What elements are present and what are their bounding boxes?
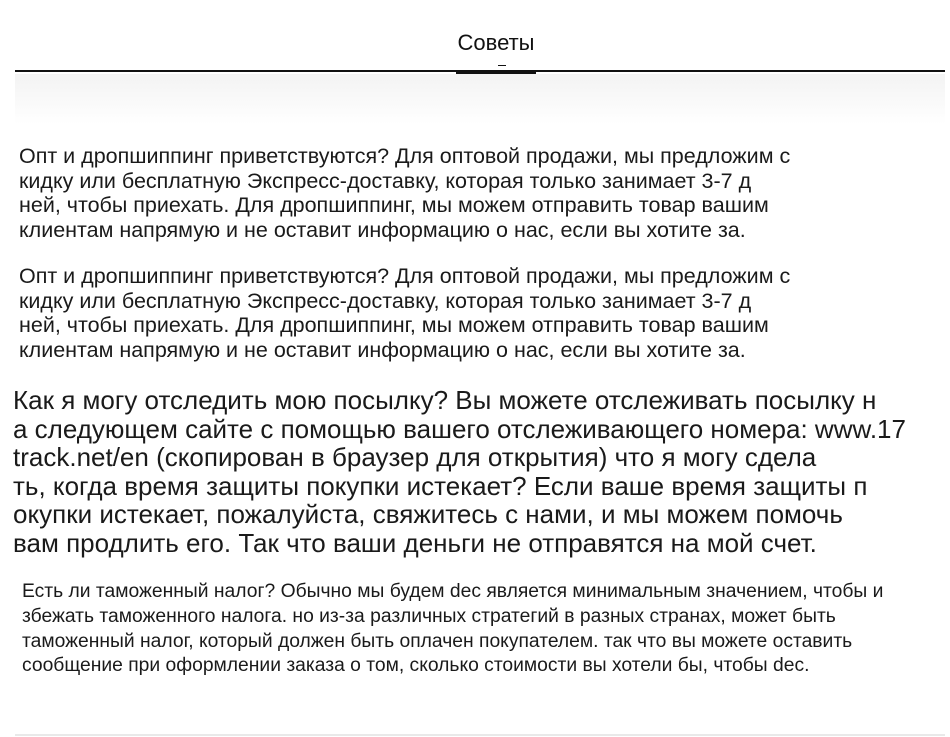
tab-indicator-mark: [498, 65, 506, 66]
tab-bar: [15, 0, 945, 72]
content-top-shade: [15, 74, 945, 124]
faq-tracking: Как я могу отследить мою посылку? Вы можете отслеживать посылку н а следующем сайте с помощью вашего отслеживающего номера: www.17 track.net/en (скопирован в браузер для открытия) что я могу сдела ть, когда время защиты покупки истекает? Если ваше время защиты п окупки истекает, пожалуйста, свяжитесь с нами, и мы можем помочь вам продлить его. Так что ваши деньги не отправятся на мой счет.: [13, 385, 906, 558]
tab-tips-label: Советы: [457, 30, 535, 55]
tab-tips[interactable]: [441, 0, 551, 72]
faq-customs-tax: Есть ли таможенный налог? Обычно мы будем dec является минимальным значением, чтобы и збежать таможенного налога. но из-за различных стратегий в разных странах, может быть таможенный налог, который должен быть оплачен покупателем. так что вы можете оставить сообщение при оформлении заказа о том, сколько стоимости вы хотели бы, чтобы dec.: [22, 581, 884, 677]
faq-wholesale-dropshipping-2: Опт и дропшиппинг приветствуются? Для оптовой продажи, мы предложим с кидку или бесплатную Экспресс-доставку, которая только занимает 3-7 д ней, чтобы приехать. Для дропшиппинг, мы можем отправить товар вашим клиентам напрямую и не оставит информацию о нас, если вы хотите за.: [19, 264, 791, 363]
faq-wholesale-dropshipping-1: Опт и дропшиппинг приветствуются? Для оптовой продажи, мы предложим с кидку или бесплатную Экспресс-доставку, которая только занимает 3-7 д ней, чтобы приехать. Для дропшиппинг, мы можем отправить товар вашим клиентам напрямую и не оставит информацию о нас, если вы хотите за.: [19, 144, 791, 243]
bottom-divider: [15, 734, 945, 736]
